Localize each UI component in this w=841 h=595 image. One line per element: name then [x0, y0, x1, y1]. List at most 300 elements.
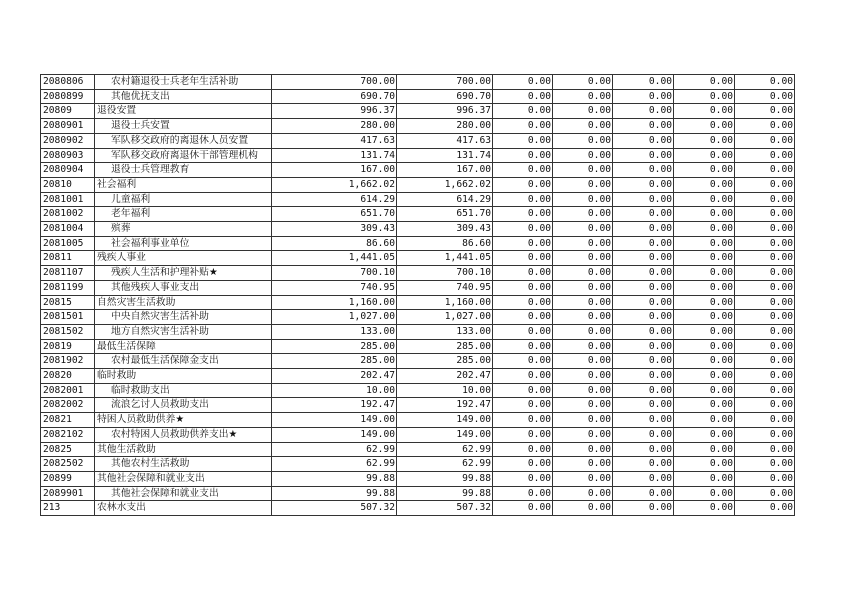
amount-cell: 0.00: [553, 280, 613, 295]
subject-name-cell: 其他优抚支出: [95, 89, 272, 104]
amount-cell: 0.00: [493, 177, 553, 192]
subject-name-cell: 农村最低生活保障金支出: [95, 354, 272, 369]
amount-cell: 0.00: [553, 501, 613, 516]
amount-cell: 62.99: [272, 442, 397, 457]
subject-code-cell: 2080899: [41, 89, 95, 104]
amount-cell: 131.74: [272, 148, 397, 163]
amount-cell: 0.00: [735, 133, 795, 148]
amount-cell: 0.00: [674, 207, 735, 222]
subject-code-cell: 2081107: [41, 266, 95, 281]
amount-cell: 285.00: [397, 339, 493, 354]
amount-cell: 996.37: [272, 104, 397, 119]
amount-cell: 0.00: [674, 266, 735, 281]
amount-cell: 1,027.00: [272, 310, 397, 325]
amount-cell: 0.00: [613, 89, 674, 104]
subject-name-cell: 临时救助: [95, 369, 272, 384]
amount-cell: 0.00: [493, 383, 553, 398]
amount-cell: 0.00: [493, 427, 553, 442]
subject-code-cell: 213: [41, 501, 95, 516]
amount-cell: 0.00: [613, 192, 674, 207]
amount-cell: 0.00: [735, 310, 795, 325]
amount-cell: 0.00: [553, 119, 613, 134]
amount-cell: 285.00: [397, 354, 493, 369]
amount-cell: 0.00: [613, 148, 674, 163]
amount-cell: 0.00: [493, 89, 553, 104]
amount-cell: 0.00: [674, 457, 735, 472]
amount-cell: 10.00: [397, 383, 493, 398]
amount-cell: 280.00: [272, 119, 397, 134]
amount-cell: 0.00: [735, 427, 795, 442]
subject-name-cell: 社会福利: [95, 177, 272, 192]
amount-cell: 0.00: [674, 295, 735, 310]
amount-cell: 86.60: [397, 236, 493, 251]
amount-cell: 0.00: [613, 457, 674, 472]
amount-cell: 0.00: [553, 207, 613, 222]
subject-code-cell: 2082002: [41, 398, 95, 413]
subject-name-cell: 其他社会保障和就业支出: [95, 471, 272, 486]
amount-cell: 0.00: [613, 324, 674, 339]
amount-cell: 0.00: [674, 324, 735, 339]
amount-cell: 0.00: [493, 339, 553, 354]
amount-cell: 0.00: [613, 427, 674, 442]
table-row: [41, 413, 795, 428]
budget-expenditure-table: [40, 74, 795, 516]
amount-cell: 0.00: [493, 369, 553, 384]
amount-cell: 202.47: [272, 369, 397, 384]
amount-cell: 0.00: [553, 236, 613, 251]
amount-cell: 0.00: [493, 222, 553, 237]
amount-cell: 1,160.00: [397, 295, 493, 310]
table-row: [41, 442, 795, 457]
amount-cell: 202.47: [397, 369, 493, 384]
amount-cell: 0.00: [674, 339, 735, 354]
subject-code-cell: 2080901: [41, 119, 95, 134]
amount-cell: 0.00: [553, 398, 613, 413]
amount-cell: 0.00: [613, 207, 674, 222]
amount-cell: 0.00: [493, 133, 553, 148]
table-row: [41, 163, 795, 178]
amount-cell: 0.00: [493, 192, 553, 207]
amount-cell: 0.00: [553, 192, 613, 207]
amount-cell: 0.00: [493, 457, 553, 472]
amount-cell: 149.00: [397, 427, 493, 442]
amount-cell: 0.00: [553, 89, 613, 104]
amount-cell: 740.95: [397, 280, 493, 295]
amount-cell: 614.29: [397, 192, 493, 207]
amount-cell: 99.88: [272, 471, 397, 486]
amount-cell: 0.00: [553, 427, 613, 442]
amount-cell: 0.00: [613, 133, 674, 148]
amount-cell: 1,027.00: [397, 310, 493, 325]
amount-cell: 0.00: [493, 280, 553, 295]
amount-cell: 0.00: [735, 280, 795, 295]
amount-cell: 0.00: [613, 236, 674, 251]
subject-name-cell: 地方自然灾害生活补助: [95, 324, 272, 339]
amount-cell: 0.00: [553, 251, 613, 266]
amount-cell: 0.00: [553, 471, 613, 486]
amount-cell: 131.74: [397, 148, 493, 163]
amount-cell: 0.00: [613, 177, 674, 192]
table-row: [41, 501, 795, 516]
table-row: [41, 339, 795, 354]
amount-cell: 167.00: [397, 163, 493, 178]
subject-name-cell: 退役安置: [95, 104, 272, 119]
table-row: [41, 354, 795, 369]
amount-cell: 0.00: [735, 369, 795, 384]
amount-cell: 0.00: [674, 104, 735, 119]
amount-cell: 700.00: [272, 75, 397, 90]
amount-cell: 651.70: [272, 207, 397, 222]
amount-cell: 0.00: [493, 501, 553, 516]
subject-code-cell: 2089901: [41, 486, 95, 501]
amount-cell: 10.00: [272, 383, 397, 398]
subject-code-cell: 20825: [41, 442, 95, 457]
amount-cell: 1,441.05: [272, 251, 397, 266]
amount-cell: 0.00: [553, 413, 613, 428]
amount-cell: 507.32: [397, 501, 493, 516]
table-row: [41, 207, 795, 222]
subject-code-cell: 20809: [41, 104, 95, 119]
amount-cell: 280.00: [397, 119, 493, 134]
subject-code-cell: 2080903: [41, 148, 95, 163]
amount-cell: 0.00: [735, 89, 795, 104]
amount-cell: 0.00: [493, 104, 553, 119]
amount-cell: 0.00: [493, 266, 553, 281]
table-body: [41, 75, 795, 516]
subject-name-cell: 残疾人生活和护理补贴★: [95, 266, 272, 281]
amount-cell: 149.00: [397, 413, 493, 428]
subject-name-cell: 中央自然灾害生活补助: [95, 310, 272, 325]
amount-cell: 0.00: [735, 486, 795, 501]
amount-cell: 0.00: [553, 369, 613, 384]
amount-cell: 0.00: [613, 471, 674, 486]
amount-cell: 0.00: [674, 222, 735, 237]
subject-name-cell: 其他农村生活救助: [95, 457, 272, 472]
amount-cell: 1,662.02: [397, 177, 493, 192]
table-row: [41, 177, 795, 192]
amount-cell: 0.00: [553, 310, 613, 325]
table-row: [41, 295, 795, 310]
subject-name-cell: 殡葬: [95, 222, 272, 237]
amount-cell: 0.00: [613, 383, 674, 398]
amount-cell: 0.00: [674, 280, 735, 295]
subject-code-cell: 20899: [41, 471, 95, 486]
amount-cell: 0.00: [613, 354, 674, 369]
subject-code-cell: 2081005: [41, 236, 95, 251]
amount-cell: 0.00: [735, 324, 795, 339]
table-row: [41, 266, 795, 281]
subject-name-cell: 其他生活救助: [95, 442, 272, 457]
subject-name-cell: 农村特困人员救助供养支出★: [95, 427, 272, 442]
amount-cell: 0.00: [735, 383, 795, 398]
table-row: [41, 89, 795, 104]
amount-cell: 0.00: [613, 280, 674, 295]
amount-cell: 507.32: [272, 501, 397, 516]
amount-cell: 0.00: [674, 486, 735, 501]
subject-name-cell: 农林水支出: [95, 501, 272, 516]
amount-cell: 62.99: [397, 457, 493, 472]
amount-cell: 0.00: [674, 177, 735, 192]
amount-cell: 0.00: [674, 310, 735, 325]
amount-cell: 99.88: [397, 471, 493, 486]
table-row: [41, 427, 795, 442]
subject-code-cell: 2081502: [41, 324, 95, 339]
amount-cell: 0.00: [553, 75, 613, 90]
amount-cell: 0.00: [674, 133, 735, 148]
subject-code-cell: 20819: [41, 339, 95, 354]
subject-code-cell: 2080806: [41, 75, 95, 90]
amount-cell: 0.00: [493, 398, 553, 413]
table-row: [41, 104, 795, 119]
amount-cell: 309.43: [272, 222, 397, 237]
table-row: [41, 133, 795, 148]
amount-cell: 0.00: [553, 383, 613, 398]
amount-cell: 0.00: [493, 236, 553, 251]
subject-code-cell: 2080902: [41, 133, 95, 148]
amount-cell: 700.00: [397, 75, 493, 90]
subject-name-cell: 军队移交政府的离退休人员安置: [95, 133, 272, 148]
amount-cell: 0.00: [674, 148, 735, 163]
amount-cell: 0.00: [674, 119, 735, 134]
amount-cell: 0.00: [735, 207, 795, 222]
amount-cell: 0.00: [553, 486, 613, 501]
amount-cell: 0.00: [735, 457, 795, 472]
table-row: [41, 280, 795, 295]
amount-cell: 133.00: [397, 324, 493, 339]
amount-cell: 0.00: [613, 75, 674, 90]
amount-cell: 0.00: [674, 383, 735, 398]
amount-cell: 0.00: [553, 354, 613, 369]
amount-cell: 0.00: [493, 75, 553, 90]
subject-code-cell: 20820: [41, 369, 95, 384]
amount-cell: 0.00: [613, 251, 674, 266]
amount-cell: 0.00: [553, 104, 613, 119]
amount-cell: 0.00: [735, 251, 795, 266]
amount-cell: 149.00: [272, 413, 397, 428]
amount-cell: 0.00: [735, 104, 795, 119]
amount-cell: 1,441.05: [397, 251, 493, 266]
amount-cell: 0.00: [613, 119, 674, 134]
amount-cell: 0.00: [493, 471, 553, 486]
subject-name-cell: 最低生活保障: [95, 339, 272, 354]
table-row: [41, 192, 795, 207]
subject-name-cell: 流浪乞讨人员救助支出: [95, 398, 272, 413]
amount-cell: 0.00: [735, 339, 795, 354]
amount-cell: 0.00: [735, 236, 795, 251]
amount-cell: 62.99: [272, 457, 397, 472]
subject-code-cell: 2081001: [41, 192, 95, 207]
amount-cell: 0.00: [613, 163, 674, 178]
table-row: [41, 457, 795, 472]
subject-code-cell: 2081199: [41, 280, 95, 295]
amount-cell: 309.43: [397, 222, 493, 237]
amount-cell: 285.00: [272, 354, 397, 369]
amount-cell: 0.00: [553, 222, 613, 237]
table-row: [41, 369, 795, 384]
amount-cell: 0.00: [493, 310, 553, 325]
subject-code-cell: 2081501: [41, 310, 95, 325]
table-row: [41, 471, 795, 486]
amount-cell: 417.63: [272, 133, 397, 148]
amount-cell: 0.00: [674, 251, 735, 266]
table-row: [41, 236, 795, 251]
amount-cell: 0.00: [553, 295, 613, 310]
subject-code-cell: 2082502: [41, 457, 95, 472]
amount-cell: 700.10: [397, 266, 493, 281]
subject-code-cell: 2082001: [41, 383, 95, 398]
amount-cell: 0.00: [493, 119, 553, 134]
subject-code-cell: 20821: [41, 413, 95, 428]
amount-cell: 0.00: [553, 133, 613, 148]
amount-cell: 0.00: [613, 266, 674, 281]
amount-cell: 0.00: [493, 251, 553, 266]
amount-cell: 0.00: [613, 369, 674, 384]
amount-cell: 0.00: [674, 354, 735, 369]
amount-cell: 0.00: [674, 75, 735, 90]
amount-cell: 133.00: [272, 324, 397, 339]
amount-cell: 0.00: [674, 163, 735, 178]
subject-name-cell: 自然灾害生活救助: [95, 295, 272, 310]
subject-name-cell: 农村籍退役士兵老年生活补助: [95, 75, 272, 90]
amount-cell: 167.00: [272, 163, 397, 178]
amount-cell: 0.00: [493, 207, 553, 222]
amount-cell: 0.00: [674, 89, 735, 104]
amount-cell: 0.00: [613, 501, 674, 516]
amount-cell: 0.00: [493, 413, 553, 428]
table-row: [41, 398, 795, 413]
table-row: [41, 251, 795, 266]
amount-cell: 0.00: [674, 471, 735, 486]
amount-cell: 99.88: [397, 486, 493, 501]
amount-cell: 0.00: [735, 413, 795, 428]
subject-name-cell: 其他社会保障和就业支出: [95, 486, 272, 501]
amount-cell: 700.10: [272, 266, 397, 281]
table-row: [41, 486, 795, 501]
amount-cell: 285.00: [272, 339, 397, 354]
amount-cell: 0.00: [613, 295, 674, 310]
table-row: [41, 222, 795, 237]
amount-cell: 0.00: [613, 104, 674, 119]
amount-cell: 0.00: [674, 236, 735, 251]
amount-cell: 0.00: [553, 163, 613, 178]
amount-cell: 0.00: [553, 324, 613, 339]
amount-cell: 0.00: [493, 295, 553, 310]
amount-cell: 0.00: [735, 501, 795, 516]
subject-code-cell: 2080904: [41, 163, 95, 178]
amount-cell: 0.00: [674, 398, 735, 413]
amount-cell: 0.00: [735, 471, 795, 486]
subject-name-cell: 军队移交政府离退休干部管理机构: [95, 148, 272, 163]
amount-cell: 0.00: [493, 324, 553, 339]
table-row: [41, 75, 795, 90]
subject-name-cell: 特困人员救助供养★: [95, 413, 272, 428]
amount-cell: 0.00: [735, 148, 795, 163]
amount-cell: 0.00: [735, 222, 795, 237]
amount-cell: 0.00: [493, 354, 553, 369]
amount-cell: 417.63: [397, 133, 493, 148]
amount-cell: 0.00: [613, 339, 674, 354]
subject-code-cell: 20810: [41, 177, 95, 192]
table-row: [41, 310, 795, 325]
subject-name-cell: 临时救助支出: [95, 383, 272, 398]
amount-cell: 0.00: [735, 266, 795, 281]
amount-cell: 0.00: [553, 339, 613, 354]
subject-code-cell: 2081902: [41, 354, 95, 369]
amount-cell: 0.00: [674, 501, 735, 516]
amount-cell: 614.29: [272, 192, 397, 207]
subject-name-cell: 儿童福利: [95, 192, 272, 207]
amount-cell: 0.00: [493, 442, 553, 457]
amount-cell: 0.00: [493, 148, 553, 163]
amount-cell: 0.00: [553, 148, 613, 163]
amount-cell: 192.47: [272, 398, 397, 413]
amount-cell: 0.00: [735, 192, 795, 207]
amount-cell: 0.00: [735, 442, 795, 457]
amount-cell: 149.00: [272, 427, 397, 442]
amount-cell: 1,662.02: [272, 177, 397, 192]
amount-cell: 0.00: [613, 398, 674, 413]
subject-name-cell: 老年福利: [95, 207, 272, 222]
amount-cell: 0.00: [735, 163, 795, 178]
amount-cell: 0.00: [674, 427, 735, 442]
subject-code-cell: 20811: [41, 251, 95, 266]
amount-cell: 0.00: [553, 442, 613, 457]
amount-cell: 0.00: [735, 119, 795, 134]
subject-name-cell: 其他残疾人事业支出: [95, 280, 272, 295]
subject-code-cell: 2081002: [41, 207, 95, 222]
amount-cell: 740.95: [272, 280, 397, 295]
amount-cell: 0.00: [493, 486, 553, 501]
subject-code-cell: 20815: [41, 295, 95, 310]
amount-cell: 192.47: [397, 398, 493, 413]
amount-cell: 0.00: [613, 310, 674, 325]
amount-cell: 99.88: [272, 486, 397, 501]
amount-cell: 0.00: [735, 177, 795, 192]
subject-code-cell: 2081004: [41, 222, 95, 237]
amount-cell: 996.37: [397, 104, 493, 119]
amount-cell: 0.00: [613, 442, 674, 457]
amount-cell: 86.60: [272, 236, 397, 251]
amount-cell: 0.00: [674, 369, 735, 384]
amount-cell: 0.00: [553, 177, 613, 192]
amount-cell: 0.00: [735, 295, 795, 310]
amount-cell: 0.00: [674, 413, 735, 428]
table-row: [41, 119, 795, 134]
subject-name-cell: 社会福利事业单位: [95, 236, 272, 251]
amount-cell: 0.00: [735, 354, 795, 369]
amount-cell: 1,160.00: [272, 295, 397, 310]
subject-name-cell: 残疾人事业: [95, 251, 272, 266]
amount-cell: 0.00: [735, 75, 795, 90]
subject-name-cell: 退役士兵安置: [95, 119, 272, 134]
amount-cell: 0.00: [674, 192, 735, 207]
amount-cell: 62.99: [397, 442, 493, 457]
amount-cell: 0.00: [613, 413, 674, 428]
amount-cell: 651.70: [397, 207, 493, 222]
amount-cell: 0.00: [674, 442, 735, 457]
amount-cell: 690.70: [272, 89, 397, 104]
amount-cell: 690.70: [397, 89, 493, 104]
table-row: [41, 148, 795, 163]
amount-cell: 0.00: [613, 486, 674, 501]
subject-code-cell: 2082102: [41, 427, 95, 442]
amount-cell: 0.00: [553, 266, 613, 281]
table-row: [41, 383, 795, 398]
amount-cell: 0.00: [613, 222, 674, 237]
amount-cell: 0.00: [553, 457, 613, 472]
table-row: [41, 324, 795, 339]
amount-cell: 0.00: [735, 398, 795, 413]
